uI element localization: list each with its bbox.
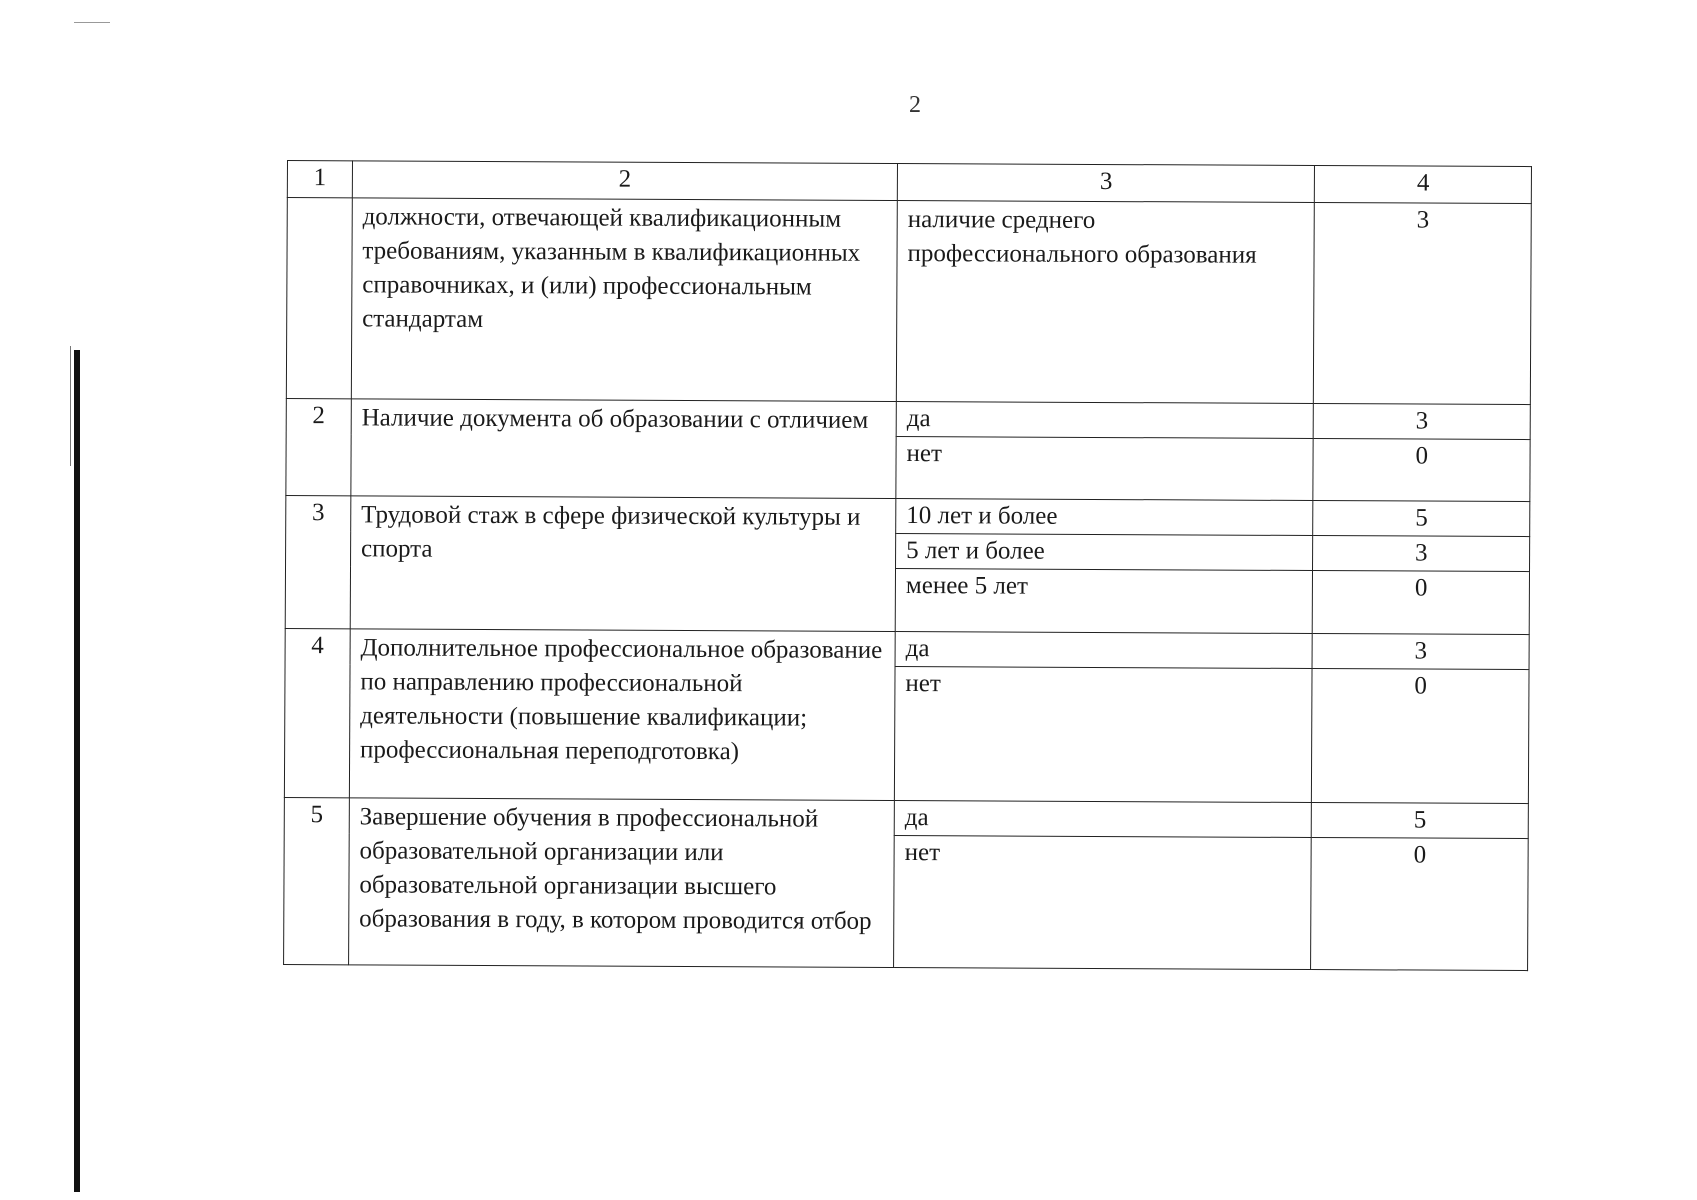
header-col-1: 1 <box>287 161 352 198</box>
table-header-row <box>287 161 1531 204</box>
option-value: да <box>895 631 1313 668</box>
option-value: да <box>894 800 1312 837</box>
option-value: нет <box>894 835 1312 969</box>
table-row <box>286 398 1530 439</box>
table-row <box>285 628 1529 669</box>
scan-edge-line <box>74 350 80 1192</box>
row-criterion <box>351 399 897 499</box>
option-value: 5 лет и более <box>896 533 1314 570</box>
option-score: 0 <box>1311 838 1528 971</box>
criteria-table <box>283 160 1532 971</box>
page-number: 2 <box>909 92 921 118</box>
option-value: нет <box>894 666 1312 802</box>
header-col-4: 4 <box>1315 166 1532 204</box>
row-value <box>896 200 1314 403</box>
row-criterion <box>349 629 895 801</box>
scan-artifact-mark <box>74 22 110 23</box>
header-col-2: 2 <box>352 161 897 201</box>
row-number: 4 <box>284 628 350 797</box>
option-score: 0 <box>1312 669 1529 804</box>
table-row <box>284 797 1528 838</box>
option-score: 0 <box>1313 439 1530 502</box>
option-score: 5 <box>1312 803 1529 839</box>
option-score: 3 <box>1313 634 1530 670</box>
criterion-text: Завершение обучения в профессиональной образовательной организации или образовательной организации высшего образования в году, в котором проводится отбор <box>359 803 872 935</box>
option-value: менее 5 лет <box>895 568 1313 633</box>
option-score: 5 <box>1313 501 1530 537</box>
scan-edge-line-thin <box>70 346 71 466</box>
criterion-text: Дополнительное профессиональное образование по направлению профессиональной деятельности (повышение квалификации; профессиональная переподготовка) <box>359 634 883 766</box>
option-score: 3 <box>1313 536 1530 572</box>
row-number-empty <box>286 198 352 399</box>
row-criterion <box>348 798 894 968</box>
table-row-continuation <box>286 198 1531 405</box>
row-score: 3 <box>1314 203 1531 405</box>
row-number: 2 <box>286 398 351 495</box>
row-criterion <box>350 496 896 632</box>
table-row <box>286 495 1530 536</box>
row-number: 5 <box>284 797 350 964</box>
row-number: 3 <box>285 495 351 628</box>
criterion-text: Наличие документа об образовании с отличием <box>361 404 869 434</box>
option-value: 10 лет и более <box>896 498 1314 535</box>
option-score: 0 <box>1313 571 1530 635</box>
header-col-3: 3 <box>897 163 1315 202</box>
value-text: наличие среднего профессионального образования <box>907 206 1257 269</box>
option-value: да <box>896 401 1314 438</box>
criterion-text: Трудовой стаж в сфере физической культуры и спорта <box>360 501 861 563</box>
option-score: 3 <box>1314 404 1531 440</box>
option-value: нет <box>896 437 1314 501</box>
row-criterion <box>351 198 897 402</box>
criterion-text: должности, отвечающей квалификационным требованиям, указанным в квалификационных справочниках, и (или) профессиональным стандартам <box>362 203 861 333</box>
